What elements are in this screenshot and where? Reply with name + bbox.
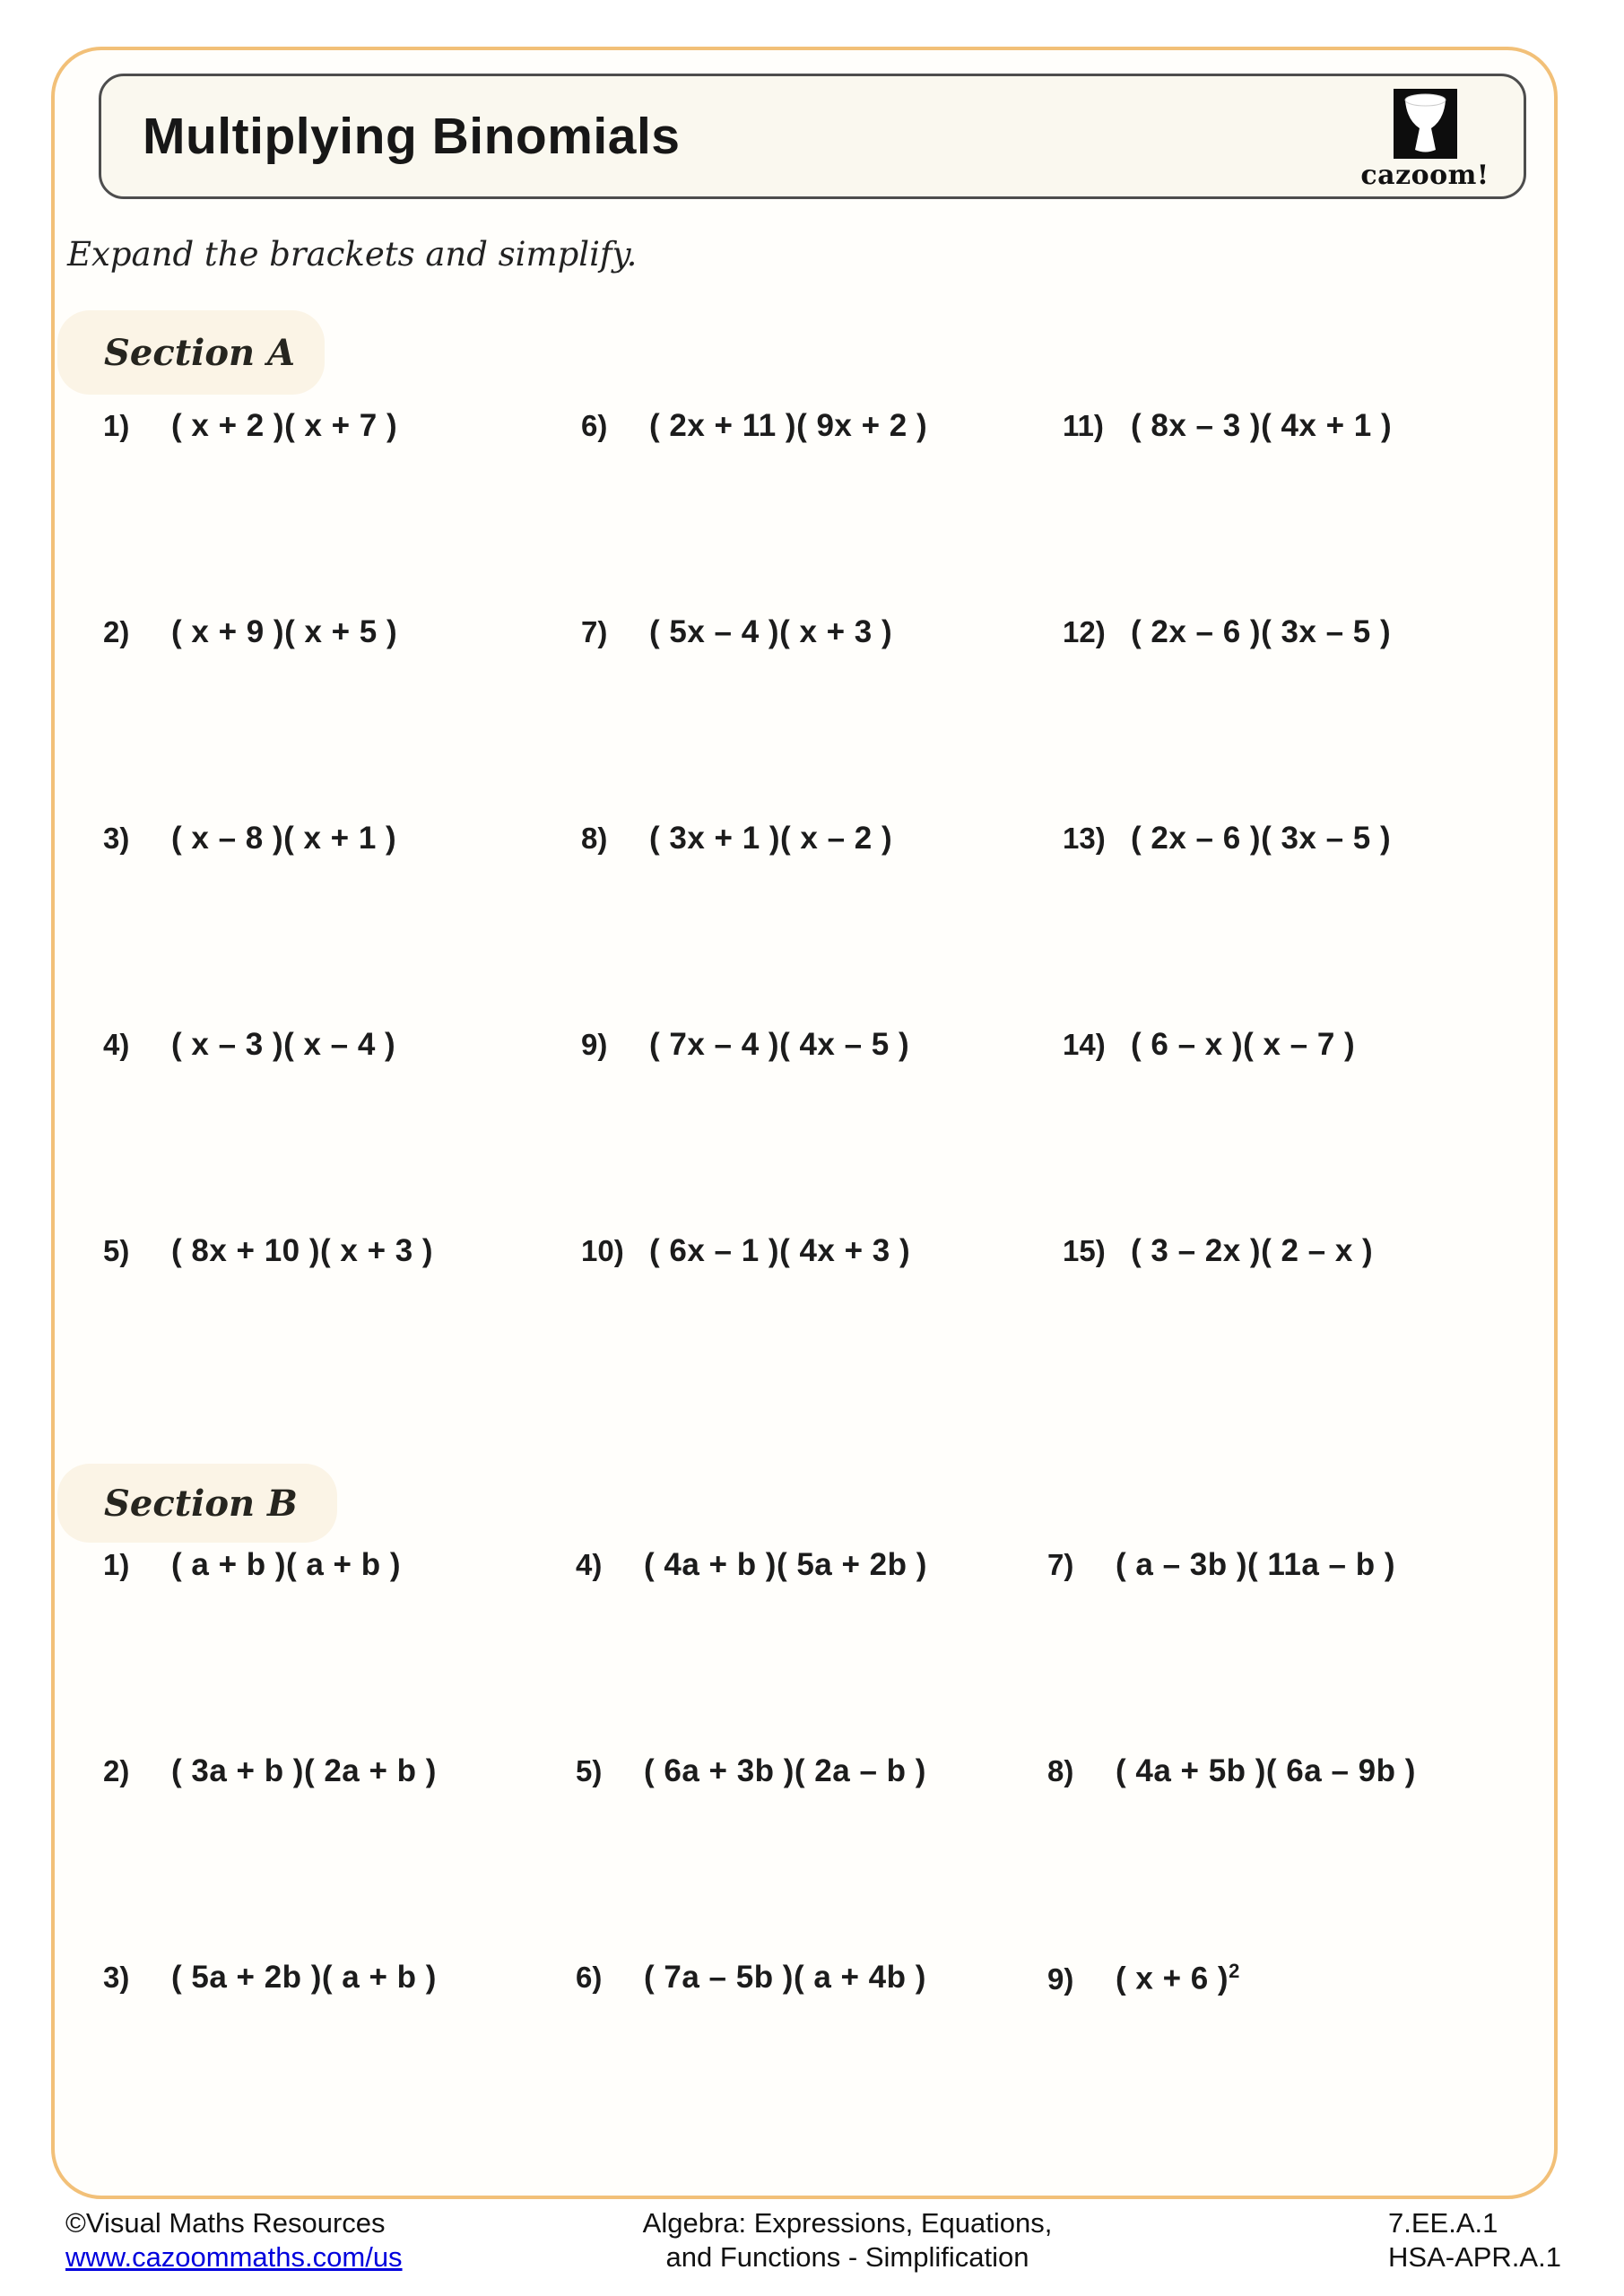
problem-expression: ( 5a + 2b )( a + b )	[171, 1960, 437, 1995]
problem-number: 3)	[103, 822, 130, 855]
problem-expression: ( 6a + 3b )( 2a – b )	[644, 1753, 926, 1788]
problem-number: 11)	[1063, 409, 1104, 442]
problem-expression: ( 3x + 1 )( x – 2 )	[649, 821, 893, 856]
problem-expression: ( x – 3 )( x – 4 )	[171, 1027, 396, 1062]
problem-expression: ( a + b )( a + b )	[171, 1547, 401, 1582]
problem-a12	[1063, 614, 1391, 650]
problem-expression: ( 8x + 10 )( x + 3 )	[171, 1233, 434, 1268]
problem-number: 7)	[581, 615, 608, 648]
problem-b6	[576, 1960, 926, 1996]
problem-expression: ( x – 8 )( x + 1 )	[171, 821, 397, 856]
page-title: Multiplying Binomials	[143, 108, 681, 165]
problem-a8	[581, 821, 892, 857]
problem-expression: ( x + 6 )$^2$	[1116, 1960, 1240, 1996]
problem-b8	[1047, 1753, 1416, 1789]
problem-number: 2)	[103, 1754, 130, 1787]
drum-icon	[1394, 89, 1457, 159]
problem-number: 3)	[103, 1961, 130, 1994]
problem-expression: ( 6 – x )( x – 7 )	[1131, 1027, 1356, 1062]
problem-b2	[103, 1753, 437, 1789]
problem-expression: ( 4a + 5b )( 6a – 9b )	[1116, 1753, 1416, 1788]
title-box	[99, 74, 1526, 199]
problem-a2	[103, 614, 397, 650]
topic-line-2: and Functions - Simplification	[665, 2241, 1029, 2273]
instruction-text: Expand the brackets and simplify.	[67, 235, 638, 274]
problem-a11	[1063, 408, 1392, 444]
problem-expression: ( 7x – 4 )( 4x – 5 )	[649, 1027, 910, 1062]
problem-number: 5)	[103, 1234, 130, 1267]
problem-expression: ( x + 2 )( x + 7 )	[171, 408, 398, 443]
problem-number: 2)	[103, 615, 130, 648]
section-b-label: Section B	[104, 1482, 298, 1525]
problem-expression: ( 2x + 11 )( 9x + 2 )	[649, 408, 928, 443]
problem-number: 14)	[1063, 1028, 1106, 1061]
problem-a6	[581, 408, 927, 444]
problem-number: 7)	[1047, 1548, 1074, 1581]
problem-a7	[581, 614, 892, 650]
topic-line-1: Algebra: Expressions, Equations,	[642, 2207, 1053, 2239]
problem-b3	[103, 1960, 437, 1996]
problem-expression: ( a – 3b )( 11a – b )	[1116, 1547, 1395, 1582]
problem-a14	[1063, 1027, 1355, 1063]
section-b-header	[57, 1464, 337, 1543]
problem-b4	[576, 1547, 927, 1583]
problem-a5	[103, 1233, 433, 1269]
problem-a1	[103, 408, 397, 444]
problem-a15	[1063, 1233, 1373, 1269]
standard-code-1: 7.EE.A.1	[1388, 2207, 1498, 2239]
copyright-text: ©Visual Maths Resources	[65, 2207, 386, 2239]
section-a-header	[57, 310, 325, 395]
problem-number: 8)	[581, 822, 608, 855]
problem-a10	[581, 1233, 910, 1269]
problem-b5	[576, 1753, 926, 1789]
problem-number: 4)	[103, 1028, 130, 1061]
problem-expression: ( 8x – 3 )( 4x + 1 )	[1131, 408, 1393, 443]
problem-number: 8)	[1047, 1754, 1074, 1787]
problem-a13	[1063, 821, 1391, 857]
problem-number: 15)	[1063, 1234, 1106, 1267]
problem-number: 6)	[576, 1961, 603, 1994]
problem-expression: ( 7a – 5b )( a + 4b )	[644, 1960, 926, 1995]
problem-number: 4)	[576, 1548, 603, 1581]
problem-expression: ( 3a + b )( 2a + b )	[171, 1753, 437, 1788]
problem-number: 1)	[103, 1548, 130, 1581]
cazoom-logo	[1362, 89, 1488, 191]
problem-expression: ( 3 – 2x )( 2 – x )	[1131, 1233, 1374, 1268]
problem-expression: ( 2x – 6 )( 3x – 5 )	[1131, 821, 1392, 856]
problem-expression: ( 5x – 4 )( x + 3 )	[649, 614, 893, 649]
problem-expression: ( 2x – 6 )( 3x – 5 )	[1131, 614, 1392, 649]
problem-a3	[103, 821, 396, 857]
problem-number: 10)	[581, 1234, 624, 1267]
problem-number: 1)	[103, 409, 130, 442]
problem-b1	[103, 1547, 401, 1583]
section-a-label: Section A	[104, 331, 296, 374]
problem-number: 13)	[1063, 822, 1106, 855]
problem-b9	[1047, 1960, 1240, 1997]
exponent: 2	[1229, 1960, 1240, 1982]
logo-text: cazoom!	[1360, 160, 1489, 191]
problem-number: 9)	[581, 1028, 608, 1061]
problem-expression: ( 6x – 1 )( 4x + 3 )	[649, 1233, 911, 1268]
standard-code-2: HSA-APR.A.1	[1388, 2241, 1561, 2273]
problem-number: 5)	[576, 1754, 603, 1787]
problem-a4	[103, 1027, 395, 1063]
problem-b7	[1047, 1547, 1395, 1583]
website-link[interactable]: www.cazoommaths.com/us	[65, 2241, 403, 2273]
problem-expression: ( 4a + b )( 5a + 2b )	[644, 1547, 927, 1582]
problem-number: 12)	[1063, 615, 1106, 648]
problem-number: 9)	[1047, 1961, 1074, 1996]
problem-a9	[581, 1027, 909, 1063]
problem-number: 6)	[581, 409, 608, 442]
problem-expression: ( x + 9 )( x + 5 )	[171, 614, 398, 649]
